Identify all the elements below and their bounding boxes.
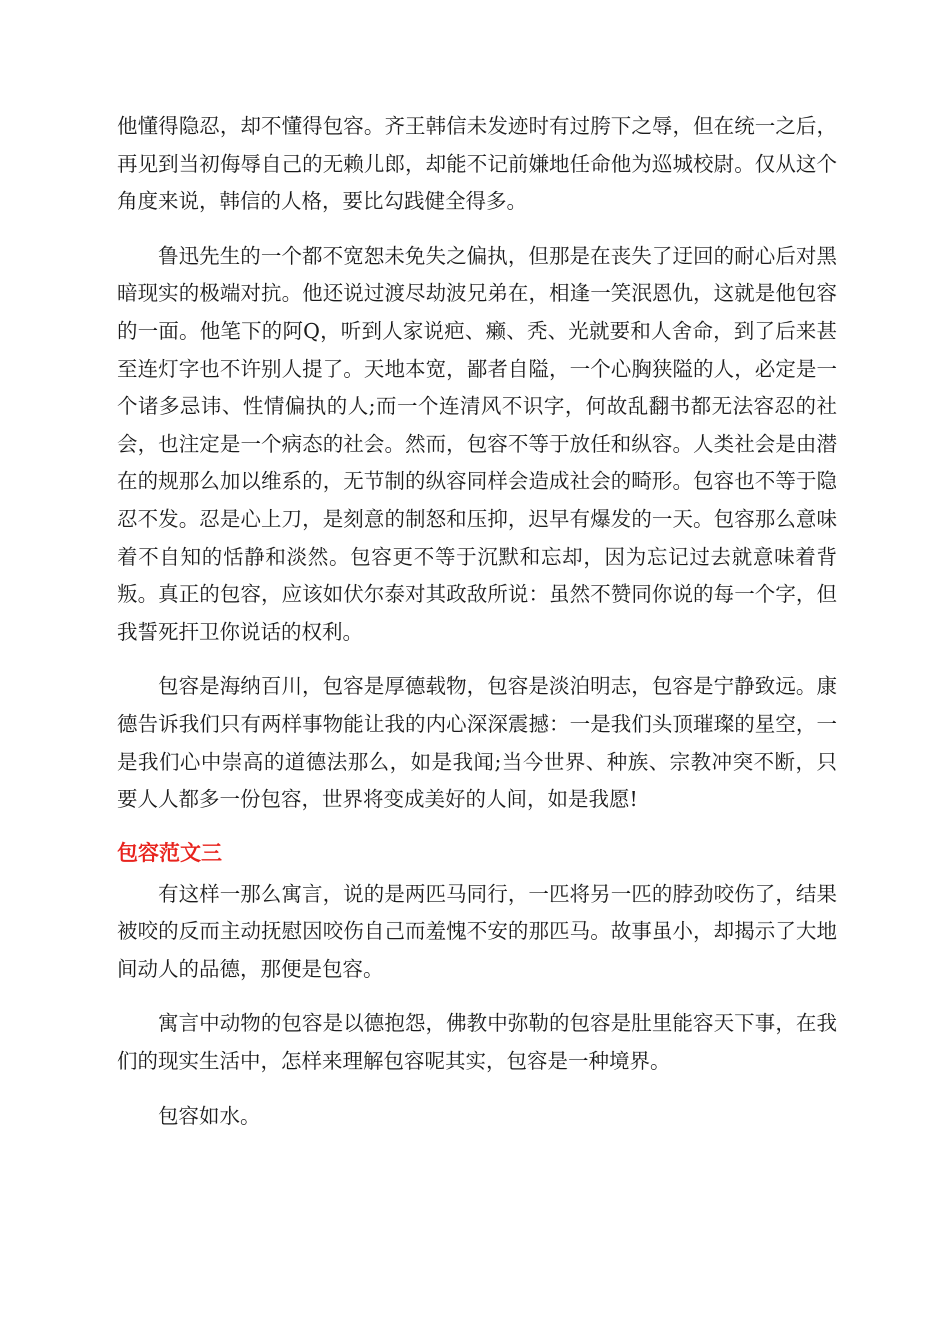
paragraph-luxun: 鲁迅先生的一个都不宽恕未免失之偏执，但那是在丧失了迂回的耐心后对黑暗现实的极端对抗。他还说过渡尽劫波兄弟在，相逢一笑泯恩仇，这就是他包容的一面。他笔下的阿Q，听到人家说疤、癞、秃、光就要和人舍命，到了后来甚至连灯字也不许别人提了。天地本宽，鄙者自隘，一个心胸狭隘的人，必定是一个诸多忌讳、性情偏执的人;而一个连清风不识字，何故乱翻书都无法容忍的社会，也注定是一个病态的社会。然而，包容不等于放任和纵容。人类社会是由潜在的规那么加以维系的，无节制的纵容同样会造成社会的畸形。包容也不等于隐忍不发。忍是心上刀，是刻意的制怒和压抑，迟早有爆发的一天。包容那么意味着不自知的恬静和淡然。包容更不等于沉默和忘却，因为忘记过去就意味着背叛。真正的包容，应该如伏尔泰对其政敌所说：虽然不赞同你说的每一个字，但我誓死扞卫你说话的权利。 [117,243,837,644]
paragraph-fable: 有这样一那么寓言，说的是两匹马同行，一匹将另一匹的脖劲咬伤了，结果被咬的反而主动抚慰因咬伤自己而羞愧不安的那匹马。故事虽小，却揭示了大地间动人的品德，那便是包容。 [117,881,837,981]
section-heading: 包容范文三 [117,840,222,865]
paragraph-kant: 包容是海纳百川，包容是厚德载物，包容是淡泊明志，包容是宁静致远。康德告诉我们只有两样事物能让我的内心深深震撼：一是我们头顶璀璨的星空，一是我们心中崇高的道德法那么，如是我闻;当今世界、种族、宗教冲突不断，只要人人都多一份包容，世界将变成美好的人间，如是我愿! [117,674,837,812]
paragraph-water: 包容如水。 [158,1103,261,1128]
document-page [117,108,837,1152]
paragraph-hanxin: 他懂得隐忍，却不懂得包容。齐王韩信未发迹时有过胯下之辱，但在统一之后，再见到当初侮辱自己的无赖儿郎，却能不记前嫌地任命他为巡城校尉。仅从这个角度来说，韩信的人格，要比勾践健全得多。 [117,114,837,214]
paragraph-maitreya: 寓言中动物的包容是以德抱怨，佛教中弥勒的包容是肚里能容天下事，在我们的现实生活中，怎样来理解包容呢其实，包容是一种境界。 [117,1011,837,1074]
